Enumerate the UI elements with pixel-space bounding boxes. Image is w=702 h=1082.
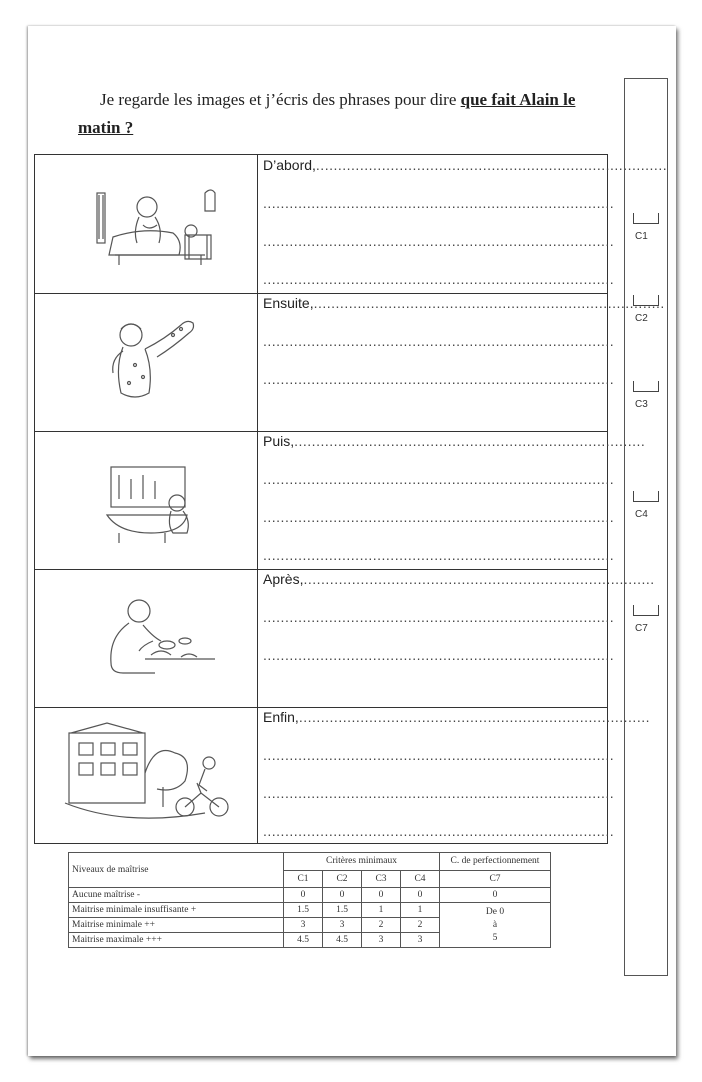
- table-row: [69, 903, 551, 918]
- dotted-line[interactable]: ................................................................................: [263, 609, 615, 625]
- cell-value: 2: [362, 918, 401, 933]
- dotted-line[interactable]: ................................................................................: [263, 333, 615, 349]
- row-label: Aucune maîtrise -: [69, 888, 284, 903]
- dotted-line[interactable]: ................................................................................: [263, 271, 615, 287]
- instruction-text: Je regarde les images et j’écris des phrases pour dire: [100, 90, 461, 109]
- cell-value: 1.5: [323, 903, 362, 918]
- cell-value: 0: [323, 888, 362, 903]
- score-label-c4: C4: [635, 509, 648, 520]
- score-label-c1: C1: [635, 231, 648, 242]
- row-label: Maitrise minimale ++: [69, 918, 284, 933]
- dotted-line[interactable]: ................................................................................: [263, 547, 615, 563]
- header-niveaux: Niveaux de maîtrise: [69, 853, 284, 888]
- worksheet-page: [28, 26, 676, 1056]
- writing-row-5: [35, 707, 650, 843]
- criteria-table: [68, 852, 551, 948]
- sub-header-c4: C4: [401, 870, 440, 888]
- dotted-line[interactable]: ................................................................................: [263, 509, 615, 525]
- cell-value: 1: [401, 903, 440, 918]
- cell-value: 3: [401, 933, 440, 948]
- row-label: Maitrise minimale insuffisante +: [69, 903, 284, 918]
- score-label-c2: C2: [635, 313, 648, 324]
- dotted-line[interactable]: ................................................................................: [263, 785, 615, 801]
- cell-value: 0: [440, 888, 551, 903]
- boy-eating-icon: [35, 569, 258, 707]
- score-box-c1[interactable]: [633, 213, 659, 224]
- cell-value: 3: [323, 918, 362, 933]
- table-row: [69, 888, 551, 903]
- c7-range-from: De 0: [485, 906, 505, 917]
- instruction: [78, 86, 608, 142]
- dotted-line[interactable]: ................................................................................: [263, 747, 615, 763]
- dotted-line[interactable]: ................................................................................: [313, 295, 665, 311]
- dotted-line[interactable]: ................................................................................: [263, 647, 615, 663]
- header-perfectionnement: C. de perfectionnement: [440, 853, 551, 871]
- dotted-line[interactable]: ................................................................................: [294, 433, 646, 449]
- header-minimaux: Critères minimaux: [284, 853, 440, 871]
- score-box-c7[interactable]: [633, 605, 659, 616]
- cell-value: 3: [362, 933, 401, 948]
- sub-header-c1: C1: [284, 870, 323, 888]
- sentence-start-2: Ensuite,: [263, 295, 314, 311]
- answer-lines-5: [263, 709, 650, 861]
- dotted-line[interactable]: ................................................................................: [263, 233, 615, 249]
- dotted-line[interactable]: ................................................................................: [263, 471, 615, 487]
- cell-value: 0: [284, 888, 323, 903]
- score-box-c2[interactable]: [633, 295, 659, 306]
- cell-value: 4.5: [284, 933, 323, 948]
- row-label: Maitrise maximale +++: [69, 933, 284, 948]
- sentence-start-3: Puis,: [263, 433, 295, 449]
- sub-header-c7: C7: [440, 870, 551, 888]
- sentence-start-5: Enfin,: [263, 709, 299, 725]
- dotted-line[interactable]: ................................................................................: [263, 371, 615, 387]
- sub-header-c3: C3: [362, 870, 401, 888]
- instruction-question: que fait Alain le matin ?: [78, 90, 576, 137]
- boy-cycling-icon: [35, 707, 258, 843]
- cell-value: 0: [362, 888, 401, 903]
- scoring-column: [624, 78, 668, 976]
- cell-value: 2: [401, 918, 440, 933]
- boy-washing-icon: [35, 431, 258, 569]
- c7-range-cell: [440, 903, 551, 948]
- c7-range-sep: à: [492, 919, 498, 930]
- cell-value: 1: [362, 903, 401, 918]
- dotted-line[interactable]: ................................................................................: [315, 157, 668, 173]
- c7-range-to: 5: [492, 932, 498, 943]
- dotted-line[interactable]: ................................................................................: [298, 709, 650, 725]
- score-box-c3[interactable]: [633, 381, 659, 392]
- sentence-start-1: D’abord,: [263, 157, 316, 173]
- cell-value: 4.5: [323, 933, 362, 948]
- boy-stretching-icon: [35, 293, 258, 431]
- cell-value: 0: [401, 888, 440, 903]
- score-box-c4[interactable]: [633, 491, 659, 502]
- dotted-line[interactable]: ................................................................................: [263, 823, 615, 839]
- sub-header-c2: C2: [323, 870, 362, 888]
- boy-waking-up-icon: [35, 155, 258, 293]
- sentence-start-4: Après,: [263, 571, 304, 587]
- score-label-c7: C7: [635, 623, 648, 634]
- cell-value: 3: [284, 918, 323, 933]
- dotted-line[interactable]: ................................................................................: [303, 571, 655, 587]
- cell-value: 1.5: [284, 903, 323, 918]
- dotted-line[interactable]: ................................................................................: [263, 195, 615, 211]
- score-label-c3: C3: [635, 399, 648, 410]
